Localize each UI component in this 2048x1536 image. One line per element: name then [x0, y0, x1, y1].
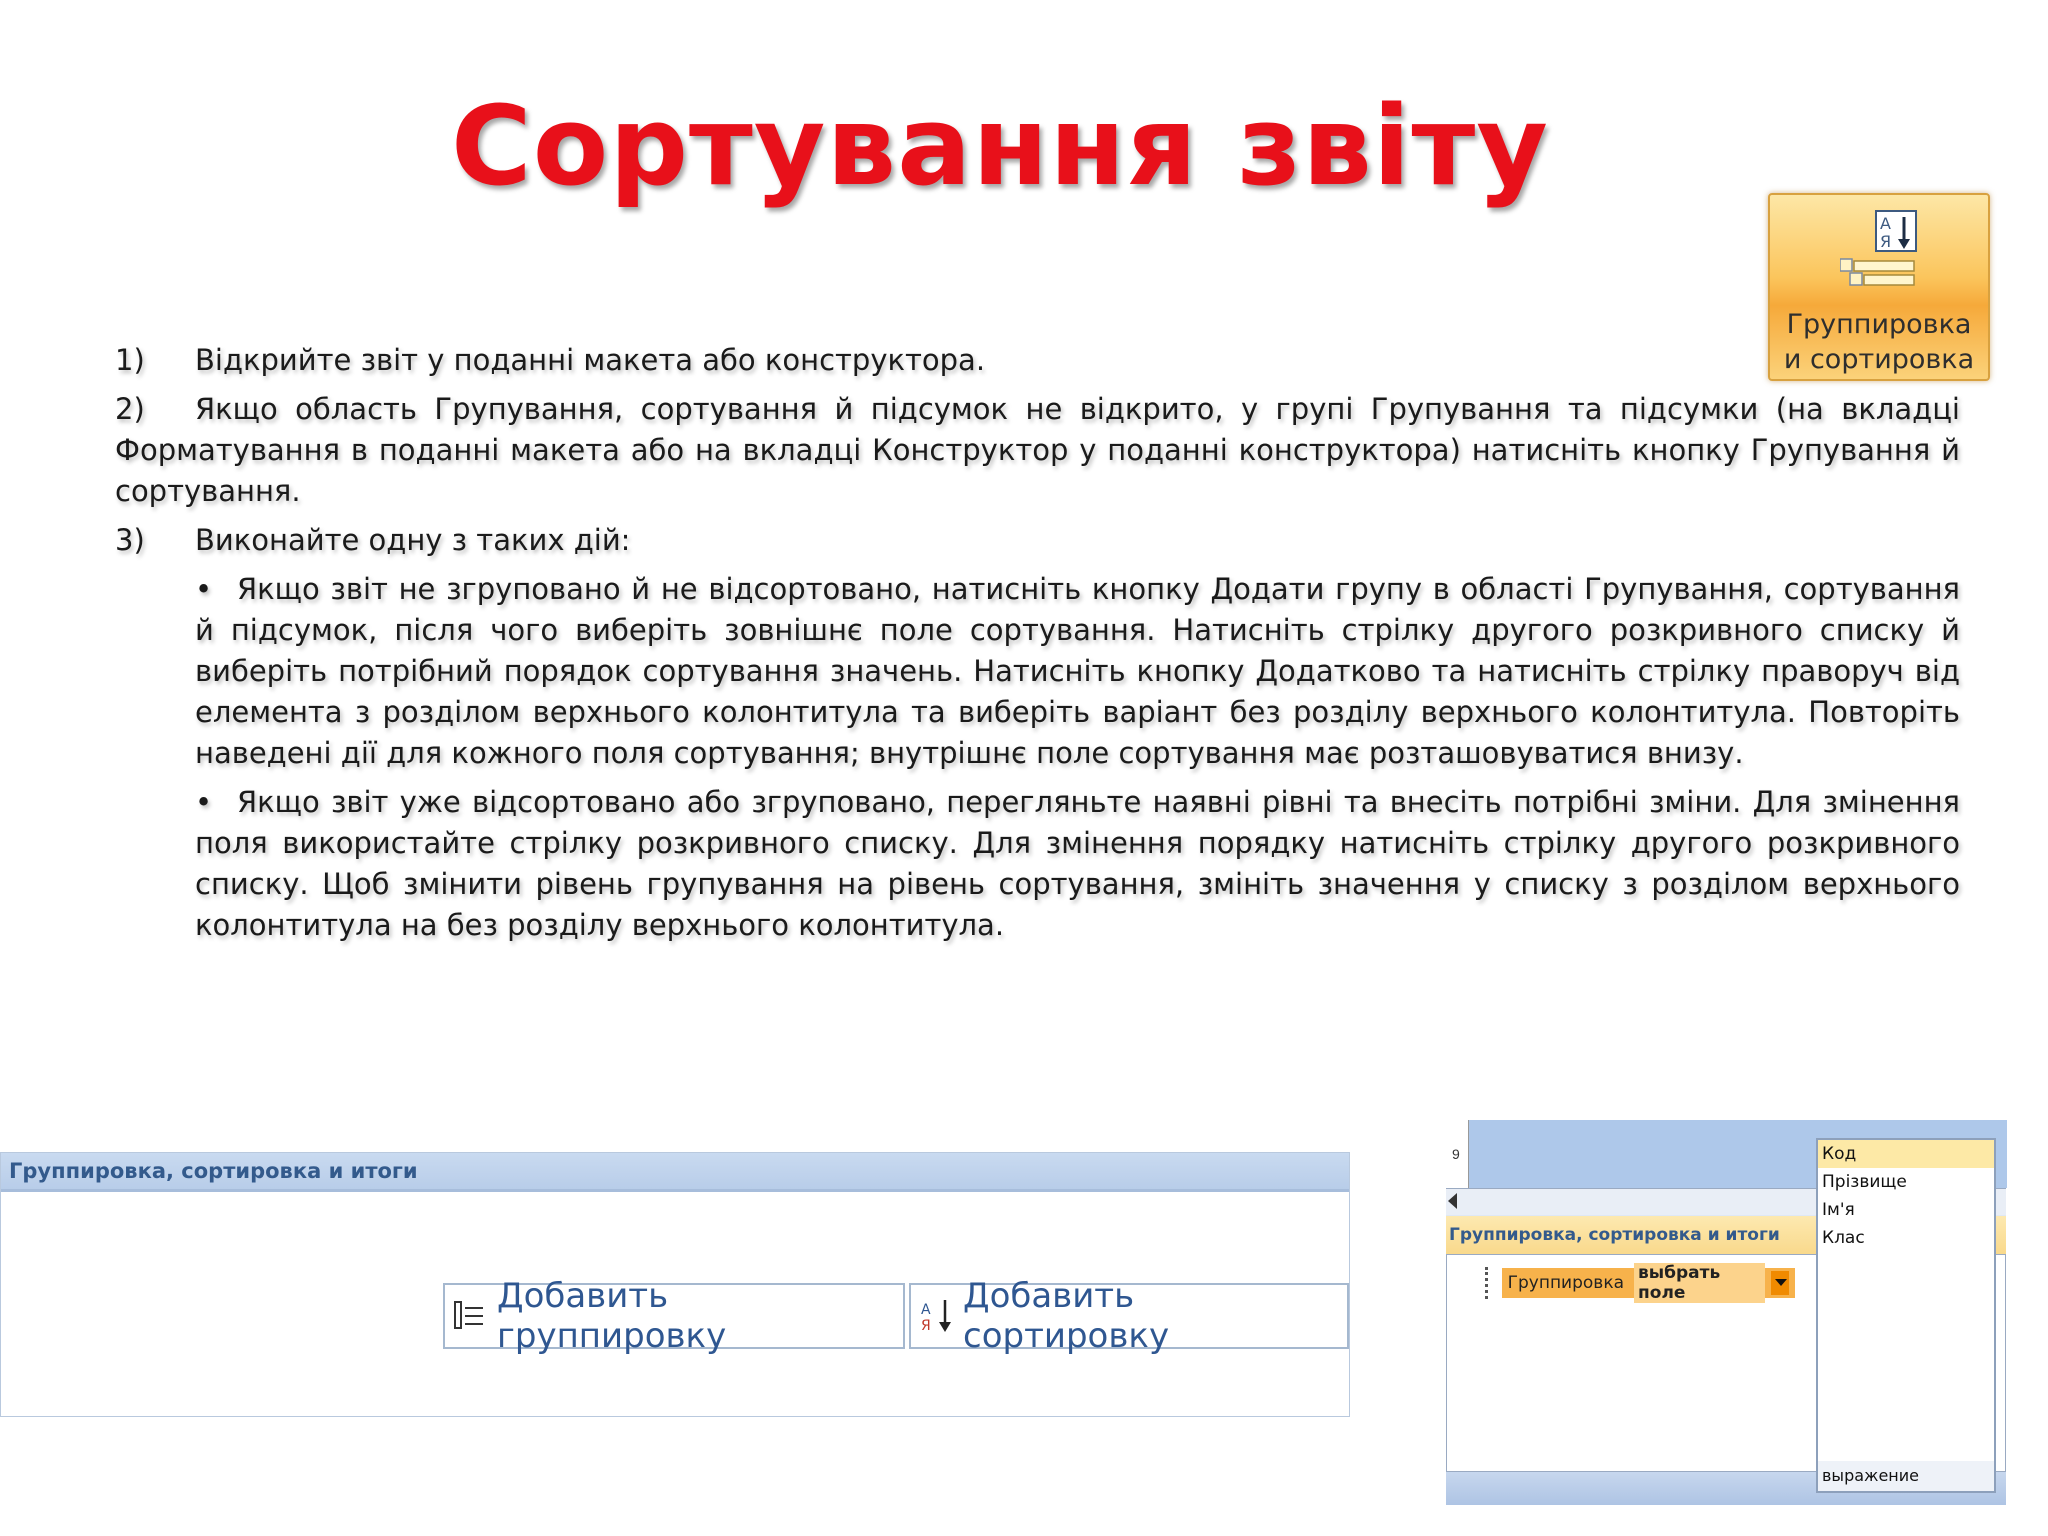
- slide-title: Сортування звіту: [451, 82, 1549, 210]
- step-number: 1): [115, 343, 145, 377]
- bullet-2: [195, 782, 1960, 946]
- drag-handle-icon[interactable]: [1485, 1267, 1496, 1299]
- bullet-mark: •: [195, 785, 213, 819]
- field-dropdown-screenshot: [1446, 1120, 2006, 1505]
- add-sort-button[interactable]: [909, 1276, 1349, 1356]
- ribbon-label-line1: Группировка: [1786, 309, 1972, 340]
- field-option[interactable]: Код: [1818, 1140, 1994, 1168]
- step-2: [115, 389, 1960, 512]
- add-group-button[interactable]: [443, 1276, 905, 1356]
- bullet-text: Якщо звіт не згруповано й не відсортовано, натисніть кнопку Додати групу в області Групування, сортування й підсумок, після чого виберіть зовнішнє поле сортування. Натисніть стрілку другого розкривного списку й виберіть потрібний порядок сортування значень. Натисніть кнопку Додатково та натисніть стрілку праворуч від елемента з розділом верхнього колонтитула та виберіть варіант без розділу верхнього колонтитула. Повторіть наведені дії для кожного поля сортування; внутрішнє поле сортування має розташовуватися внизу.: [195, 572, 1960, 770]
- step-number: 3): [115, 523, 145, 557]
- group-sort-panel-header: Группировка, сортировка и итоги: [1, 1153, 1349, 1192]
- sort-az-icon: [919, 1296, 955, 1336]
- field-option[interactable]: Ім'я: [1822, 1200, 1855, 1220]
- group-sort-panel: [0, 1152, 1350, 1417]
- svg-text:Я: Я: [1880, 232, 1892, 251]
- group-level-row[interactable]: [1485, 1263, 1795, 1303]
- field-option[interactable]: Клас: [1822, 1228, 1865, 1248]
- group-level-label: Группировка: [1507, 1273, 1625, 1293]
- ruler-mark: 9: [1452, 1146, 1460, 1162]
- add-sort-label: Добавить сортировку: [963, 1276, 1170, 1356]
- step-text: Якщо область Групування, сортування й підсумок не відкрито, у групі Групування та підсумки (на вкладці Форматування в поданні макета або на вкладці Конструктор у поданні конструктора) натисніть кнопку Групування й сортування.: [115, 392, 1960, 508]
- dropdown-arrow-icon[interactable]: [1771, 1271, 1789, 1295]
- add-group-icon: [453, 1296, 489, 1336]
- svg-text:Я: Я: [921, 1318, 931, 1334]
- svg-text:А: А: [921, 1302, 931, 1318]
- step-3: [115, 520, 1960, 561]
- field-options-list[interactable]: [1816, 1138, 1996, 1493]
- svg-text:А: А: [1880, 214, 1891, 233]
- step-1: [115, 340, 1960, 381]
- instructions: [115, 340, 1960, 954]
- field-options: [1818, 1140, 1994, 1463]
- step-text: Виконайте одну з таких дій:: [195, 523, 631, 557]
- group-level-chip: [1502, 1263, 1795, 1303]
- expression-option[interactable]: выражение: [1818, 1461, 1994, 1491]
- dropdown-panel-header: Группировка, сортировка и итоги: [1446, 1216, 2006, 1254]
- select-field-value[interactable]: выбрать поле: [1634, 1263, 1765, 1303]
- bullet-text: Якщо звіт уже відсортовано або згруповано, перегляньте наявні рівні та внесіть потрібні зміни. Для змінення поля використайте стрілку розкривного списку. Для змінення порядку натисніть стрілку другого розкривного списку. Щоб змінити рівень групування на рівень сортування, змініть значення у списку з розділом верхнього колонтитула на без розділу верхнього колонтитула.: [195, 785, 1960, 942]
- scroll-left-icon[interactable]: [1448, 1193, 1457, 1209]
- bullet-1: [195, 569, 1960, 774]
- bullet-mark: •: [195, 572, 213, 606]
- step-text: Відкрийте звіт у поданні макета або конструктора.: [195, 343, 986, 377]
- step-number: 2): [115, 392, 145, 426]
- group-sort-icon: [1840, 209, 1940, 309]
- ribbon-label-line2: и сортировка: [1783, 344, 1975, 375]
- field-option[interactable]: Прізвище: [1822, 1172, 1907, 1192]
- add-group-label: Добавить группировку: [497, 1276, 727, 1356]
